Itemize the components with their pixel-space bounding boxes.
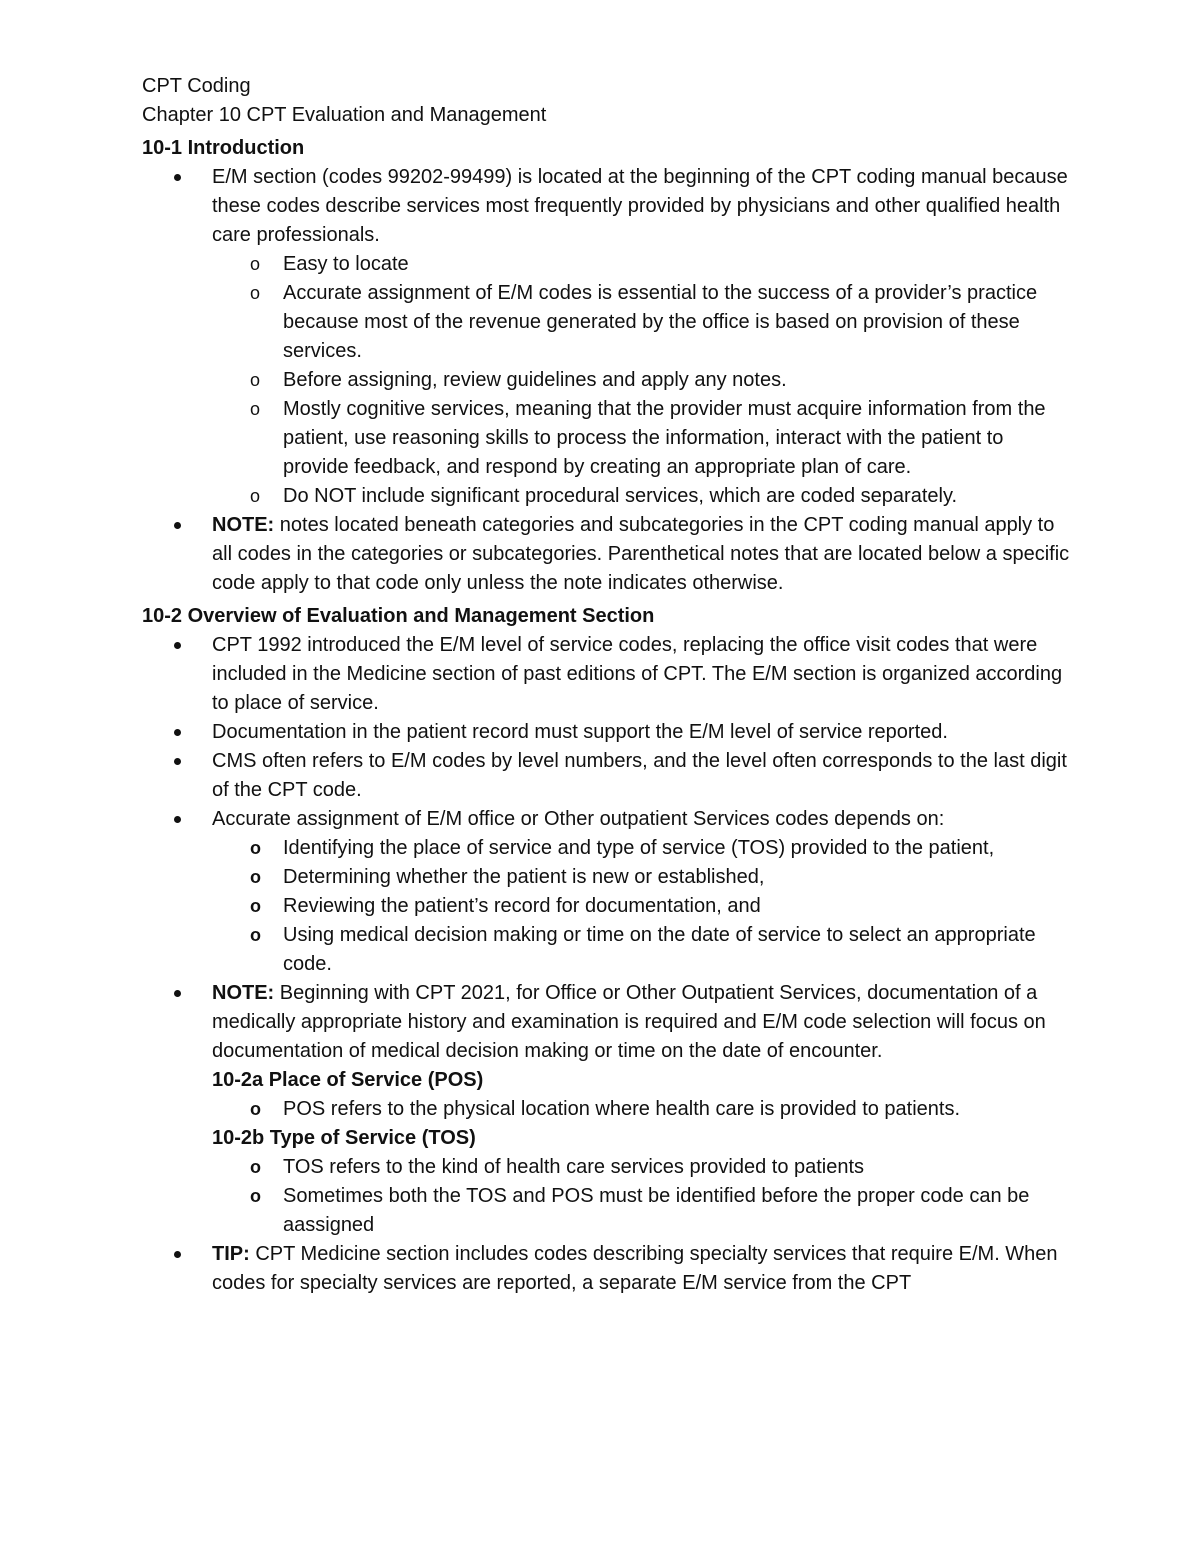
sub-list-item: [212, 1182, 1072, 1240]
bullet-icon: [174, 990, 181, 997]
sub-list-item: [142, 366, 1072, 395]
list-item: [142, 163, 1072, 250]
sub-list-item: [142, 863, 1072, 892]
section-10-2-list: [142, 631, 1072, 834]
pos-sublist: [212, 1095, 1072, 1124]
sub-item-text: POS refers to the physical location where health care is provided to patients.: [283, 1098, 961, 1120]
doc-title: CPT Coding: [142, 75, 251, 97]
sub-list-item: [142, 921, 1072, 979]
sub-list-item: [212, 1095, 1072, 1124]
section-10-1-sublist: [142, 250, 1072, 511]
list-item: [142, 747, 1072, 805]
section-10-1-list: [142, 163, 1072, 250]
bullet-text: Accurate assignment of E/M office or Other outpatient Services codes depends on:: [212, 808, 945, 830]
sub-item-text: Reviewing the patient’s record for documentation, and: [283, 895, 761, 917]
bullet-icon: [174, 729, 181, 736]
sub-list-item: [142, 250, 1072, 279]
section-10-1-note-list: [142, 511, 1072, 598]
bullet-icon: [174, 758, 181, 765]
sub-item-text: Identifying the place of service and type of service (TOS) provided to the patient,: [283, 837, 995, 859]
list-item: [142, 979, 1072, 1066]
pos-tos-block: [142, 1066, 1072, 1240]
bullet-icon: [174, 1251, 181, 1258]
list-item: [142, 718, 1072, 747]
sub-list-item: [142, 892, 1072, 921]
note-label: NOTE:: [212, 982, 275, 1004]
section-heading-10-1: 10-1 Introduction: [142, 137, 305, 159]
sub-item-text: Mostly cognitive services, meaning that the provider must acquire information from the patient, use reasoning skills to process the information, interact with the patient to provide feedback, and respond by creating an appropriate plan of care.: [283, 398, 1046, 478]
section-10-2-tip-list: [142, 1240, 1072, 1298]
bullet-icon: [174, 174, 181, 181]
sub-item-text: TOS refers to the kind of health care services provided to patients: [283, 1156, 865, 1178]
sub-item-text: Easy to locate: [283, 253, 409, 275]
sub-list-item: [142, 279, 1072, 366]
hollow-bullet-icon: o: [250, 867, 261, 887]
list-item: [142, 1240, 1072, 1298]
hollow-bullet-icon: o: [250, 1157, 261, 1177]
sub-list-item: [142, 395, 1072, 482]
section-10-2-note-list: [142, 979, 1072, 1066]
hollow-bullet-icon: o: [250, 838, 261, 858]
subheading-tos: 10-2b Type of Service (TOS): [212, 1127, 476, 1149]
sub-list-item: [212, 1153, 1072, 1182]
bullet-icon: [174, 816, 181, 823]
bullet-text: CPT 1992 introduced the E/M level of service codes, replacing the office visit codes that were included in the Medicine section of past editions of CPT. The E/M section is organized according to place of service.: [212, 634, 1063, 714]
bullet-icon: [174, 642, 181, 649]
bullet-text: Documentation in the patient record must support the E/M level of service reported.: [212, 721, 948, 743]
document-body: [142, 72, 1072, 1298]
note-label: NOTE:: [212, 514, 275, 536]
sub-list-item: [142, 482, 1072, 511]
hollow-bullet-icon: o: [250, 486, 261, 506]
sub-item-text: Determining whether the patient is new or established,: [283, 866, 765, 888]
bullet-text: CMS often refers to E/M codes by level numbers, and the level often corresponds to the last digit of the CPT code.: [212, 750, 1067, 801]
sub-item-text: Sometimes both the TOS and POS must be identified before the proper code can be aassigned: [283, 1185, 1030, 1236]
subheading-pos: 10-2a Place of Service (POS): [212, 1069, 484, 1091]
hollow-bullet-icon: o: [250, 1099, 261, 1119]
hollow-bullet-icon: o: [250, 399, 261, 419]
sub-item-text: Before assigning, review guidelines and apply any notes.: [283, 369, 787, 391]
note-text: notes located beneath categories and subcategories in the CPT coding manual apply to all codes in the categories or subcategories. Parenthetical notes that are located below a specific code apply to that code only unless the note indicates otherwise.: [212, 514, 1070, 594]
bullet-icon: [174, 522, 181, 529]
chapter-title: Chapter 10 CPT Evaluation and Management: [142, 104, 547, 126]
section-10-2-sublist: [142, 834, 1072, 979]
tip-text: CPT Medicine section includes codes describing specialty services that require E/M. When codes for specialty services are reported, a separate E/M service from the CPT: [212, 1243, 1058, 1294]
hollow-bullet-icon: o: [250, 925, 261, 945]
sub-list-item: [142, 834, 1072, 863]
hollow-bullet-icon: o: [250, 1186, 261, 1206]
list-item: [142, 511, 1072, 598]
bullet-text: E/M section (codes 99202-99499) is located at the beginning of the CPT coding manual because these codes describe services most frequently provided by physicians and other qualified health care professionals.: [212, 166, 1068, 246]
tip-label: TIP:: [212, 1243, 250, 1265]
note-text: Beginning with CPT 2021, for Office or Other Outpatient Services, documentation of a medically appropriate history and examination is required and E/M code selection will focus on documentation of medical decision making or time on the date of encounter.: [212, 982, 1046, 1062]
tos-sublist: [212, 1153, 1072, 1240]
list-item: [142, 805, 1072, 834]
hollow-bullet-icon: o: [250, 283, 261, 303]
section-heading-10-2: 10-2 Overview of Evaluation and Management Section: [142, 605, 655, 627]
sub-item-text: Accurate assignment of E/M codes is essential to the success of a provider’s practice because most of the revenue generated by the office is based on provision of these services.: [283, 282, 1038, 362]
list-item: [142, 631, 1072, 718]
sub-item-text: Do NOT include significant procedural services, which are coded separately.: [283, 485, 958, 507]
sub-item-text: Using medical decision making or time on the date of service to select an appropriate code.: [283, 924, 1036, 975]
hollow-bullet-icon: o: [250, 254, 261, 274]
hollow-bullet-icon: o: [250, 370, 261, 390]
hollow-bullet-icon: o: [250, 896, 261, 916]
